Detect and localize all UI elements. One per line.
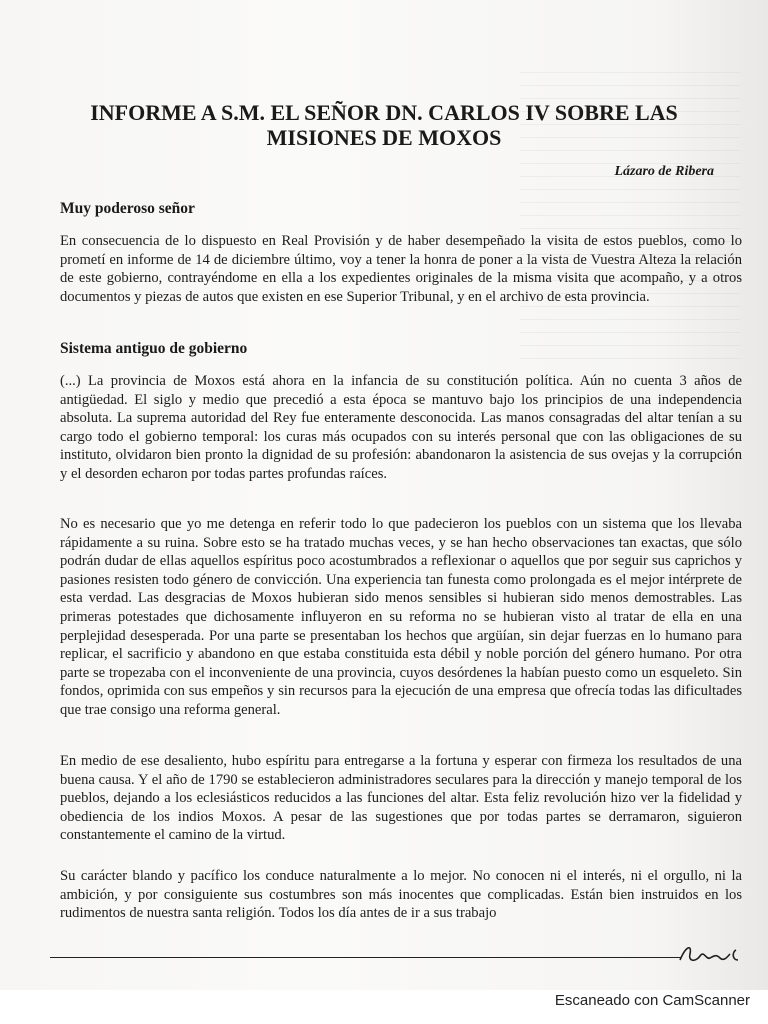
paragraph-4: Su carácter blando y pacífico los conduce naturalmente a lo mejor. No conocen ni el interés, ni el orgullo, ni la ambición, y por consiguiente sus costumbres son más inocentes que complicadas. Están bien instruidos en los rudimentos de nuestra santa religión. Todos los día antes de ir a sus trabajo: [60, 868, 742, 922]
paragraph-3: En medio de ese desaliento, hubo espíritu para entregarse a la fortuna y esperar con firmeza los resultados de una buena causa. Y el año de 1790 se establecieron administradores seculares para la dirección y manejo temporal de los pueblos, dejando a los eclesiásticos reducidos a las funciones del altar. Esta feliz revolución hizo ver la fidelidad y obediencia de los indios Moxos. A pesar de las sugestiones que por todas partes se derramaron, siguieron constantemente el camino de la virtud.: [60, 753, 742, 844]
salutation: Muy poderoso señor: [60, 200, 195, 217]
document-title: INFORME A S.M. EL SEÑOR DN. CARLOS IV SOBRE LAS MISIONES DE MOXOS: [90, 100, 678, 150]
intro-paragraph: En consecuencia de lo dispuesto en Real Provisión y de haber desempeñado la visita de estos pueblos, como lo prometí en informe de 14 de diciembre último, voy a tener la honra de poner a la vista de Vuestra Alteza la relación de este gobierno, contrayéndome en ella a los expedientes originales de la misma visita que acompaño, y a otros documentos y piezas de autos que existen en ese Superior Tribunal, y en el archivo de esta provincia.: [60, 233, 742, 305]
paragraph-1: (...) La provincia de Moxos está ahora en la infancia de su constitución política. Aún no cuenta 3 años de antigüedad. El siglo y medio que precedió a esta época se mantuvo bajo los principios de una independencia absoluta. La suprema autoridad del Rey fue enteramente desconocida. Las manos consagradas del altar tenían a su cargo todo el gobierno temporal: los curas más ocupados con su interés personal que con las obligaciones de su instituto, olvidaron bien pronto la dignidad de su profesión: abandonaron la asistencia de sus ovejas y la corrupción y el desorden echaron por todas partes profundas raíces.: [60, 373, 742, 482]
signature-icon: [676, 940, 746, 968]
section-heading: Sistema antiguo de gobierno: [60, 340, 248, 357]
paragraph-2: No es necesario que yo me detenga en referir todo lo que padecieron los pueblos con un sistema que los llevaba rápidamente a su ruina. Sobre esto se ha tratado muchas veces, y se han hecho observaciones tan exactas, que sólo podrán dudar de ellas aquellos espíritus poco acostumbrados a reflexionar o aquellos que por seguir sus caprichos y pasiones resisten todo género de convicción. Una experiencia tan funesta como prolongada es el mejor intérprete de esta verdad. Las desgracias de Moxos hubieran sido menos sensibles si hubieran sido menos demostrables. Las primeras potestades que dichosamente influyeron en su reforma no se hubieran visto al tratar de ella en una perplejidad desesperada. Por una parte se presentaban los hechos que argüían, sin dejar fuerzas en lo humano para replicar, el sacrificio y abandono en que estaba constituida esta débil y noble porción del género humano. Por otra parte se tropezaba con el inconveniente de una provincia, cuyos desórdenes la habían puesto como un esqueleto. Sin fondos, oprimida con sus empeños y sin recursos para la ejecución de una empresa que ofrecía todas las dificultades que trae consigo una reforma general.: [60, 516, 742, 718]
footer-rule: [50, 957, 682, 958]
camscanner-watermark: Escaneado con CamScanner: [554, 992, 750, 1009]
document-author: Lázaro de Ribera: [614, 164, 714, 179]
